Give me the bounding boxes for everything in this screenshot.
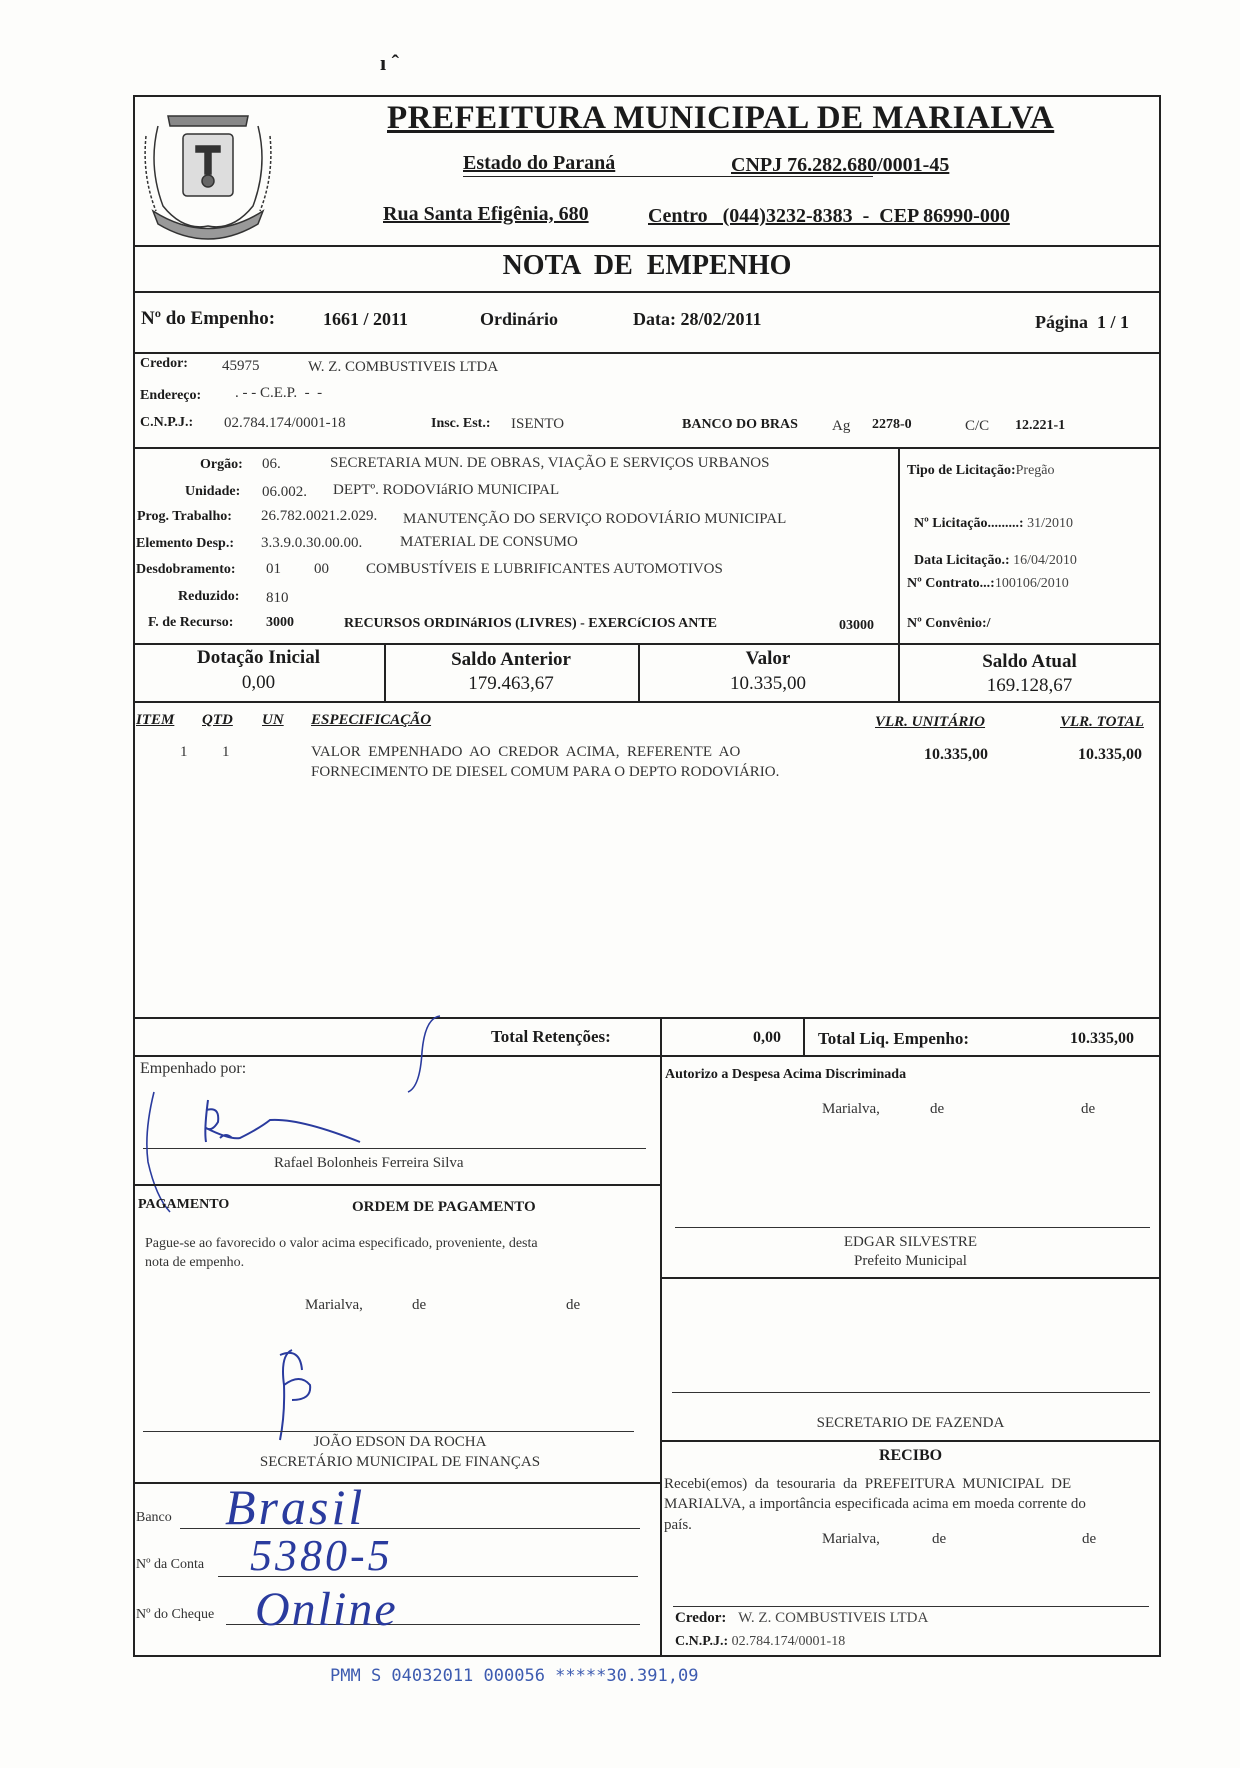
credor-name: W. Z. COMBUSTIVEIS LTDA [308,359,499,375]
unidade-code: 06.002. [262,484,307,500]
col-espec: ESPECIFICAÇÃO [311,712,432,728]
recibo-de2: de [1082,1531,1097,1547]
col-total: VLR. TOTAL [1060,714,1144,730]
pague-line1: Pague-se ao favorecido o valor acima especificado, proveniente, desta [145,1236,538,1251]
unidade-label: Unidade: [185,484,241,499]
empenho-number-label: Nº do Empenho: [141,308,276,329]
divider [803,1017,805,1055]
col-un: UN [262,712,284,728]
licitacao-tipo-label: Tipo de Licitação: [907,463,1016,478]
secretario-sign-line [143,1431,634,1432]
atual-label: Saldo Atual [982,651,1077,672]
divider [133,352,1161,354]
licitacao-data-value: 16/04/2010 [1013,553,1077,568]
recurso-code2: 03000 [839,618,874,633]
ordem-label: ORDEM DE PAGAMENTO [352,1199,536,1215]
credor-cnpj: 02.784.174/0001-18 [224,415,346,431]
recibo-credor-label: Credor: [675,1610,727,1626]
dotacao-value: 0,00 [241,672,276,693]
conta-handwritten: 5380-5 [250,1531,393,1580]
insc-label: Insc. Est.: [431,416,491,431]
desdob-code2: 00 [314,561,329,577]
atual-value: 169.128,67 [986,675,1073,696]
recibo-cnpj-label: C.N.P.J.: [675,1634,729,1649]
pague-line2: nota de empenho. [145,1255,245,1270]
divider [133,701,1161,703]
unidade-name: DEPTº. RODOVIáRIO MUNICIPAL [333,482,560,498]
licitacao-contrato-value: 100106/2010 [994,576,1069,591]
liq-value: 10.335,00 [1070,1030,1134,1047]
orgao-label: Orgão: [200,457,243,472]
recibo-line2: MARIALVA, a importância especificada acima em moeda corrente do [664,1496,1086,1512]
item-qtd: 1 [222,744,230,760]
autorizo-label: Autorizo a Despesa Acima Discriminada [665,1067,907,1082]
pen-stroke [140,1012,460,1222]
licitacao-numero [907,500,1073,532]
header-title: PREFEITURA MUNICIPAL DE MARIALVA [387,100,1055,136]
licitacao-data-label: Data Licitação.: [914,553,1014,568]
desdob-code1: 01 [266,561,281,577]
licitacao-numero-value: 31/2010 [1027,516,1073,531]
recibo-line3: país. [664,1517,692,1533]
item-unit: 10.335,00 [924,746,988,763]
item-total: 10.335,00 [1078,746,1142,763]
credor-code: 45975 [222,358,260,374]
cheque-handwritten: Online [255,1583,398,1636]
divider [660,1017,662,1055]
reduzido-label: Reduzido: [178,589,240,604]
document-title: NOTA DE EMPENHO [502,250,792,281]
empenho-date: Data: 28/02/2011 [633,309,762,329]
elemento-label: Elemento Desp.: [136,536,234,551]
licitacao-contrato [907,576,1069,592]
prefeito-name: EDGAR SILVESTRE [843,1234,978,1250]
divider [133,1184,660,1186]
recibo-line1: Recebi(emos) da tesouraria da PREFEITURA MUNICIPAL DE [664,1476,1072,1492]
valor-label: Valor [745,648,791,669]
conta-label: Nº da Conta [136,1557,205,1572]
cc-label: C/C [965,418,990,434]
licitacao-tipo-value: Pregão [1015,463,1055,478]
cheque-label: Nº do Cheque [136,1607,215,1622]
col-item: ITEM [136,712,175,728]
retencoes-value: 0,00 [753,1029,781,1046]
recurso-label: F. de Recurso: [148,615,234,630]
ag-label: Ag [832,418,851,434]
insc-value: ISENTO [511,416,565,432]
recibo-marialva: Marialva, [822,1531,880,1547]
autorizo-de1: de [930,1101,945,1117]
header-address: Rua Santa Efigênia, 680 [383,203,589,225]
recibo-credor [675,1610,928,1627]
pagamento-de1: de [412,1297,427,1313]
licitacao-tipo [907,463,1055,479]
empenho-page: Página 1 / 1 [1035,312,1130,332]
col-qtd: QTD [202,712,233,728]
desdob-label: Desdobramento: [136,562,236,577]
licitacao-numero-label: Nº Licitação.........: [914,516,1028,531]
desdob-name: COMBUSTÍVEIS E LUBRIFICANTES AUTOMOTIVOS [366,561,723,577]
payment-stamp: PMM S 04032011 000056 *****30.391,09 [330,1666,699,1686]
pagamento-marialva: Marialva, [305,1297,363,1313]
col-unit: VLR. UNITÁRIO [875,714,986,730]
recurso-code: 3000 [266,615,294,630]
pagamento-label: PAGAMENTO [138,1197,230,1212]
elemento-code: 3.3.9.0.30.00.00. [261,535,363,551]
liq-label: Total Liq. Empenho: [818,1029,969,1048]
recibo-credor-name: W. Z. COMBUSTIVEIS LTDA [738,1610,929,1626]
divider [898,447,900,643]
orgao-code: 06. [262,456,281,472]
licitacao-convenio: Nº Convênio:/ [907,616,991,631]
prefeito-title: Prefeito Municipal [854,1253,967,1269]
secretario-title: SECRETÁRIO MUNICIPAL DE FINANÇAS [259,1454,541,1470]
divider [133,1482,660,1484]
anterior-label: Saldo Anterior [451,649,571,670]
empenhado-name: Rafael Bolonheis Ferreira Silva [274,1155,464,1171]
prog-name: MANUTENÇÃO DO SERVIÇO RODOVIÁRIO MUNICIPAL [403,511,787,527]
banco-label: Banco [136,1510,172,1525]
divider [133,245,1161,247]
prefeito-sign-line [675,1227,1150,1228]
dotacao-label: Dotação Inicial [197,647,320,668]
empenho-type: Ordinário [480,309,559,329]
header-state: Estado do Paraná [463,152,616,174]
header-cnpj: CNPJ 76.282.680/0001-45 [731,154,950,176]
autorizo-de2: de [1081,1101,1096,1117]
item-desc-line2: FORNECIMENTO DE DIESEL COMUM PARA O DEPTO RODOVIÁRIO. [311,764,780,780]
recibo-de1: de [932,1531,947,1547]
recibo-title: RECIBO [878,1447,943,1464]
valor-value: 10.335,00 [730,673,806,694]
endereco: . - - C.E.P. - - [235,385,323,401]
item-desc-line1: VALOR EMPENHADO AO CREDOR ACIMA, REFERENTE AO [311,744,741,760]
licitacao-data [907,537,1077,569]
secretario-name: JOÃO EDSON DA ROCHA [313,1434,487,1450]
pagamento-de2: de [566,1297,581,1313]
endereco-label: Endereço: [140,388,202,403]
divider [133,643,1161,645]
prog-label: Prog. Trabalho: [137,509,232,524]
coat-of-arms-icon [138,96,278,242]
autorizo-marialva: Marialva, [822,1101,880,1117]
scan-marks: ı ˆ [380,50,399,75]
divider [660,1277,1161,1279]
orgao-name: SECRETARIA MUN. DE OBRAS, VIAÇÃO E SERVIÇOS URBANOS [330,455,770,471]
credor-label: Credor: [140,356,188,371]
anterior-value: 179.463,67 [468,673,554,694]
state-underline [463,176,873,177]
divider [660,1055,662,1657]
divider [133,291,1161,293]
item-number: 1 [180,744,188,760]
empenho-number: 1661 / 2011 [323,309,409,329]
banco: BANCO DO BRAS [682,417,798,432]
secretario-fazenda: SECRETARIO DE FAZENDA [816,1415,1005,1431]
credor-sign-line [673,1606,1149,1607]
banco-handwritten: Brasil [225,1479,366,1535]
fazenda-sign-line [672,1392,1150,1393]
reduzido-value: 810 [266,590,289,606]
cc-value: 12.221-1 [1015,418,1066,433]
header-address2: Centro (044)3232-8383 - CEP 86990-000 [648,205,1010,227]
divider [133,447,1161,449]
recurso-name: RECURSOS ORDINáRIOS (LIVRES) - EXERCíCIOS ANTE [344,616,718,631]
recibo-cnpj [675,1634,845,1650]
ag-value: 2278-0 [872,417,912,432]
recibo-cnpj-value: 02.784.174/0001-18 [731,1634,846,1649]
cnpj-label: C.N.P.J.: [140,415,194,430]
prog-code: 26.782.0021.2.029. [261,508,378,524]
empenhado-label: Empenhado por: [140,1060,247,1077]
elemento-name: MATERIAL DE CONSUMO [400,534,578,550]
retencoes-label: Total Retenções: [491,1027,611,1046]
divider [660,1440,1161,1442]
licitacao-contrato-label: Nº Contrato...: [907,576,995,591]
